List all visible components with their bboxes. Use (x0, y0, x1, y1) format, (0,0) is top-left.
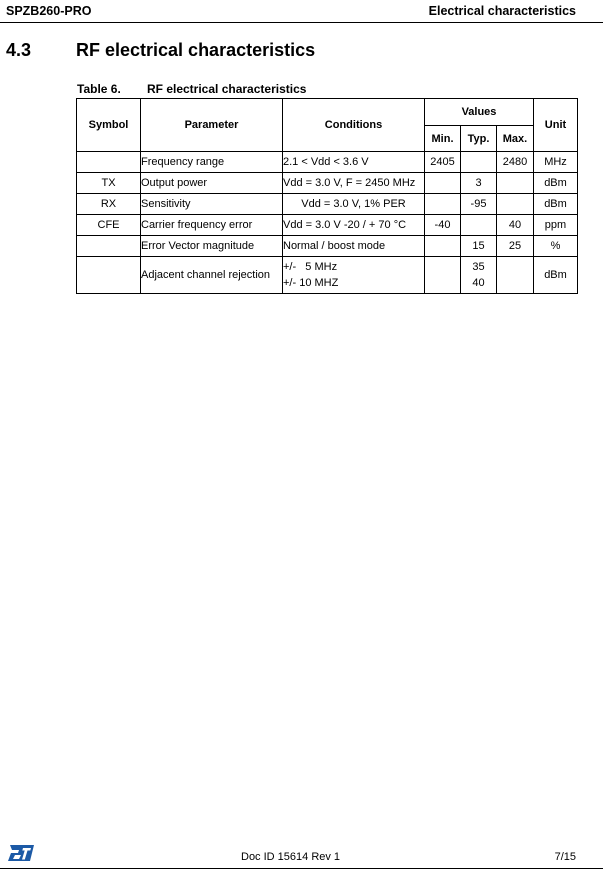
table-row (77, 173, 578, 194)
cell-unit: dBm (534, 257, 578, 294)
cell-typ (461, 152, 497, 173)
table-row (77, 152, 578, 173)
header-unit: Unit (534, 99, 578, 152)
table-row (77, 236, 578, 257)
cell-parameter: Sensitivity (141, 194, 283, 215)
cell-unit: dBm (534, 173, 578, 194)
footer-divider (0, 868, 603, 869)
cell-min (425, 236, 461, 257)
cell-typ: -95 (461, 194, 497, 215)
chapter-title: Electrical characteristics (428, 4, 576, 18)
document-name: SPZB260-PRO (6, 4, 92, 18)
table-row (77, 257, 578, 294)
cell-min (425, 194, 461, 215)
cell-conditions (283, 257, 425, 294)
cell-conditions: Vdd = 3.0 V, F = 2450 MHz (283, 173, 425, 194)
cell-unit: dBm (534, 194, 578, 215)
cell-typ (461, 215, 497, 236)
header-symbol: Symbol (77, 99, 141, 152)
cell-symbol (77, 236, 141, 257)
table-row (77, 215, 578, 236)
cell-conditions: Normal / boost mode (283, 236, 425, 257)
cell-unit: MHz (534, 152, 578, 173)
cell-symbol: TX (77, 173, 141, 194)
cell-symbol: RX (77, 194, 141, 215)
header-row (77, 99, 578, 126)
cell-typ: 15 (461, 236, 497, 257)
cell-unit: % (534, 236, 578, 257)
table-title: RF electrical characteristics (147, 82, 307, 96)
table-label: Table 6. (77, 82, 121, 96)
cell-min: 2405 (425, 152, 461, 173)
cell-typ (461, 257, 497, 294)
cell-symbol (77, 257, 141, 294)
typ-line: 35 (472, 261, 485, 273)
section-title: RF electrical characteristics (76, 40, 316, 60)
cell-min: -40 (425, 215, 461, 236)
cell-max (497, 194, 534, 215)
cell-parameter: Error Vector magnitude (141, 236, 283, 257)
table-row (77, 194, 578, 215)
cell-max: 40 (497, 215, 534, 236)
condition-line: +/- 5 MHz (283, 261, 338, 273)
header-max: Max. (497, 126, 534, 152)
page-number: 7/15 (554, 851, 576, 863)
cell-max: 25 (497, 236, 534, 257)
cell-parameter: Carrier frequency error (141, 215, 283, 236)
cell-parameter: Frequency range (141, 152, 283, 173)
typ-line: 40 (472, 277, 485, 289)
header-parameter: Parameter (141, 99, 283, 152)
cell-min (425, 173, 461, 194)
header-conditions: Conditions (283, 99, 425, 152)
st-logo-icon (6, 843, 36, 863)
cell-conditions: Vdd = 3.0 V -20 / + 70 °C (283, 215, 425, 236)
cell-parameter: Output power (141, 173, 283, 194)
cell-symbol: CFE (77, 215, 141, 236)
cell-max: 2480 (497, 152, 534, 173)
cell-max (497, 173, 534, 194)
cell-typ: 3 (461, 173, 497, 194)
cell-unit: ppm (534, 215, 578, 236)
footer-doc-id: Doc ID 15614 Rev 1 (241, 851, 341, 863)
header-min: Min. (425, 126, 461, 152)
cell-symbol (77, 152, 141, 173)
cell-conditions: Vdd = 3.0 V, 1% PER (283, 194, 425, 215)
cell-min (425, 257, 461, 294)
condition-line: +/- 10 MHZ (283, 277, 339, 289)
section-number: 4.3 (6, 40, 32, 60)
cell-parameter: Adjacent channel rejection (141, 257, 283, 294)
cell-conditions: 2.1 < Vdd < 3.6 V (283, 152, 425, 173)
header-values: Values (425, 99, 534, 126)
cell-max (497, 257, 534, 294)
rf-characteristics-table (76, 98, 578, 294)
header-typ: Typ. (461, 126, 497, 152)
header-divider (0, 22, 603, 23)
